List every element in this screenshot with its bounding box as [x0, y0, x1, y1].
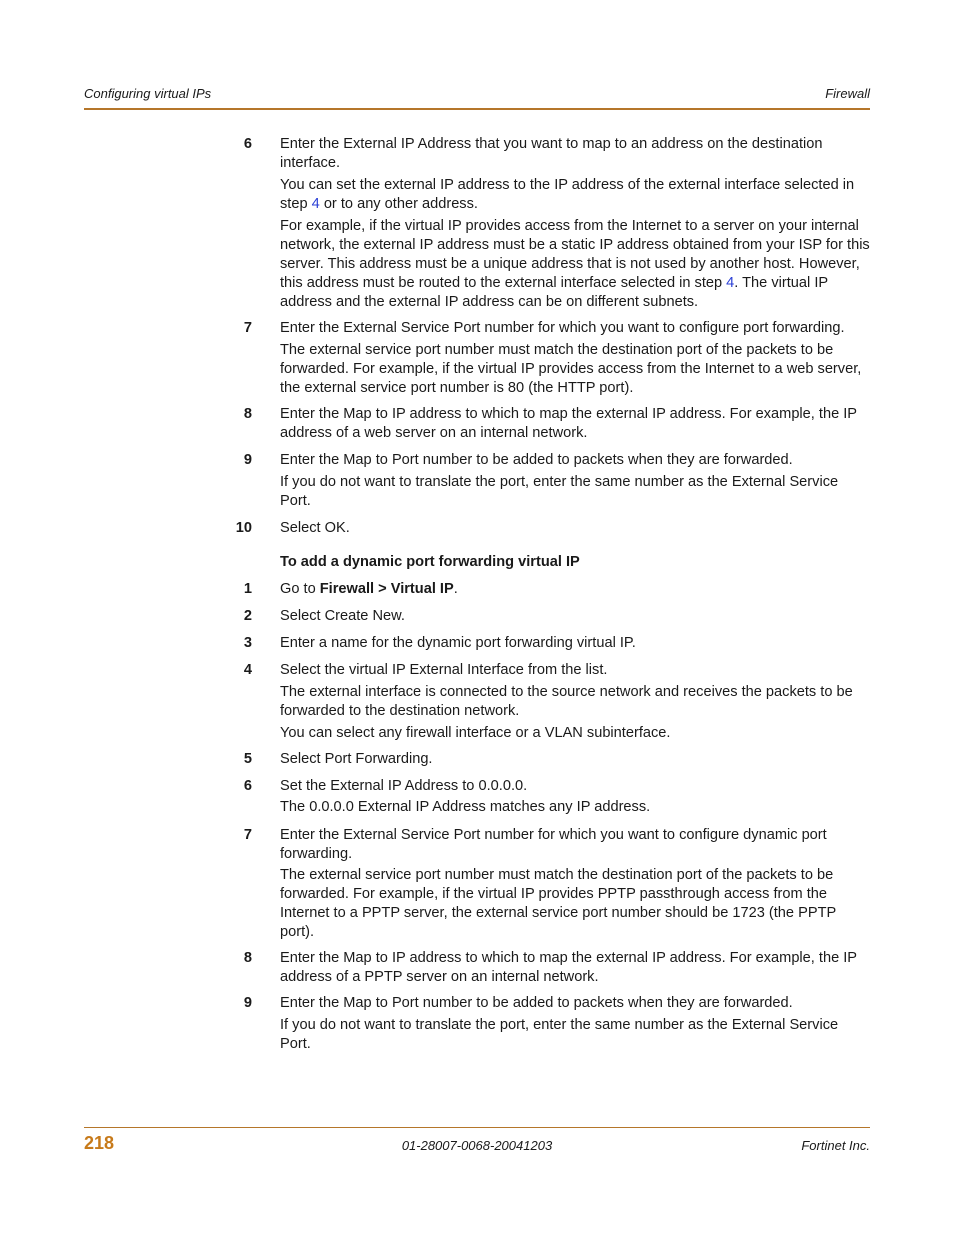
step-number: 8 — [243, 406, 252, 422]
step-text: Enter a name for the dynamic port forwarding virtual IP. — [280, 635, 636, 651]
step-note: The external service port number must match the destination port of the packets to be forwarded. For example, if the virtual IP provides access from the Internet to a web server, the external service port number is 80 (the HTTP port). — [280, 342, 862, 396]
step-text: Enter the Map to Port number to be added to packets when they are forwarded. — [280, 452, 793, 468]
step-text: Enter the Map to IP address to which to map the external IP address. For example, the IP address of a PPTP server on an internal network. — [280, 950, 857, 985]
step-text: Enter the External IP Address that you want to map to an address on the destination interface. — [280, 136, 823, 171]
step-note: The 0.0.0.0 External IP Address matches any IP address. — [280, 799, 651, 815]
step-9 — [230, 451, 870, 470]
menu-path: Firewall > Virtual IP — [319, 581, 454, 597]
step-number: 7 — [243, 827, 252, 843]
step-9 — [230, 994, 870, 1013]
step-number: 8 — [243, 950, 252, 966]
step-number: 3 — [243, 635, 252, 651]
step-7 — [230, 826, 870, 864]
step-link[interactable]: 4 — [311, 196, 320, 212]
running-header-title: Configuring virtual IPs — [84, 86, 212, 101]
step-note: The external service port number must match the destination port of the packets to be forwarded. For example, if the virtual IP provides PPTP passthrough access from the Internet to a PPTP server, the external service port number should be 1723 (the PPTP port). — [280, 867, 836, 940]
step-10 — [230, 519, 870, 538]
step-1 — [230, 580, 870, 599]
step-4 — [230, 661, 870, 680]
step-number: 2 — [243, 608, 252, 624]
step-number: 7 — [243, 320, 252, 336]
step-3 — [230, 634, 870, 653]
step-5 — [230, 750, 870, 769]
running-header-section: Firewall — [825, 86, 870, 101]
page-number: 218 — [84, 1133, 115, 1153]
step-number: 1 — [243, 581, 252, 597]
page-body — [230, 135, 870, 1054]
step-link[interactable]: 4 — [726, 275, 735, 291]
step-note: If you do not want to translate the port, enter the same number as the External Service Port. — [280, 1017, 839, 1052]
step-8 — [230, 949, 870, 987]
header-rule — [84, 108, 870, 110]
step-text: Select Create New. — [280, 608, 405, 624]
step-number: 6 — [243, 136, 252, 152]
step-number: 4 — [243, 662, 252, 678]
step-text: Set the External IP Address to 0.0.0.0. — [280, 778, 528, 794]
step-2 — [230, 607, 870, 626]
step-number: 10 — [235, 520, 252, 536]
document-id: 01-28007-0068-20041203 — [401, 1138, 553, 1153]
step-number: 6 — [243, 778, 252, 794]
step-7 — [230, 319, 870, 338]
step-note: You can select any firewall interface or a VLAN subinterface. — [280, 725, 671, 741]
step-number: 9 — [243, 995, 252, 1011]
step-6 — [230, 777, 870, 796]
step-text: Select OK. — [280, 520, 350, 536]
step-text: Enter the External Service Port number for which you want to configure port forwarding. — [280, 320, 845, 336]
footer-rule — [84, 1127, 870, 1128]
step-text: Go to Firewall > Virtual IP. — [280, 581, 458, 597]
step-6 — [230, 135, 870, 173]
step-note: The external interface is connected to the source network and receives the packets to be forwarded to the destination network. — [280, 684, 853, 719]
step-text: Select Port Forwarding. — [280, 751, 433, 767]
step-text: Enter the Map to IP address to which to map the external IP address. For example, the IP address of a web server on an internal network. — [280, 406, 857, 441]
step-number: 5 — [243, 751, 252, 767]
step-note: You can set the external IP address to the IP address of the external interface selected in step 4 or to any other address. — [280, 177, 855, 212]
step-note: For example, if the virtual IP provides access from the Internet to a server on your internal network, the external IP address must be a static IP address obtained from your ISP for this server. This address must be a unique address that is not used by another host. However, this address must be routed to the external interface selected in step 4. The virtual IP address and the external IP address can be on different subnets. — [280, 218, 870, 310]
step-text: Select the virtual IP External Interface from the list. — [280, 662, 608, 678]
company-name: Fortinet Inc. — [801, 1138, 870, 1153]
step-number: 9 — [243, 452, 252, 468]
step-8 — [230, 405, 870, 443]
step-note: If you do not want to translate the port, enter the same number as the External Service Port. — [280, 474, 839, 509]
procedure-heading: To add a dynamic port forwarding virtual IP — [280, 554, 580, 570]
step-text: Enter the External Service Port number for which you want to configure dynamic port forwarding. — [280, 827, 827, 862]
step-text: Enter the Map to Port number to be added to packets when they are forwarded. — [280, 995, 793, 1011]
